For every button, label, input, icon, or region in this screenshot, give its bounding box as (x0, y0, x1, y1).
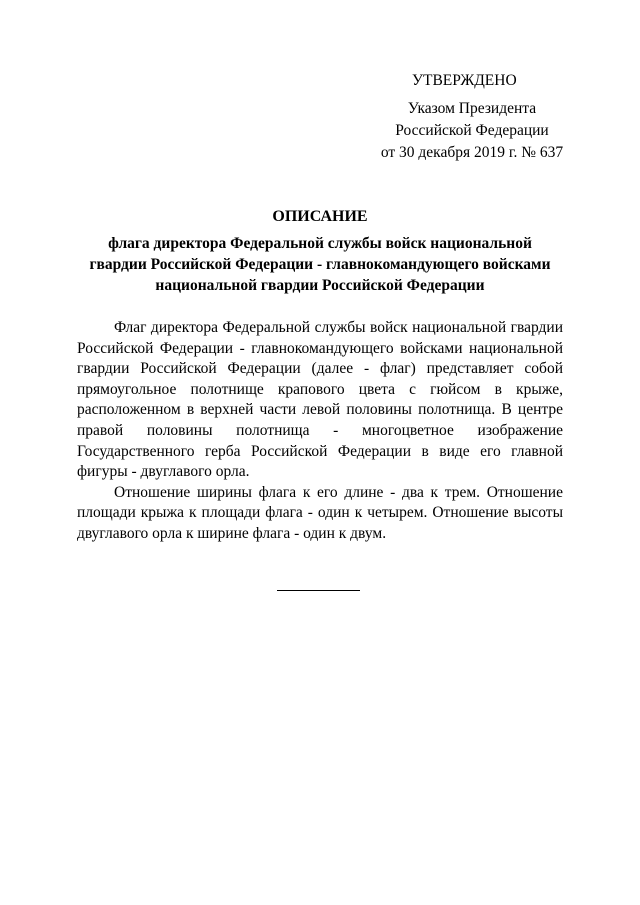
paragraph-1: Флаг директора Федеральной службы войск национальной гвардии Российской Федерации - главнокомандующего войсками национальной гвардии Российской Федерации (далее - флаг) представляет собой прямоугольное полотнище крапового цвета с гюйсом в крыже, расположенном в верхней части левой половины полотнища. В центре правой половины полотнища - многоцветное изображение Государственного герба Российской Федерации в виде его главной фигуры - двуглавого орла. (77, 319, 563, 481)
decree-line-1: Указом Президента (407, 100, 537, 117)
document-title: ОПИСАНИЕ (272, 208, 368, 225)
decree-line-2: Российской Федерации (395, 122, 549, 139)
approved-label: УТВЕРЖДЕНО (412, 72, 517, 89)
approval-stamp (360, 70, 580, 164)
decree-line-3: от 30 декабря 2019 г. № 637 (380, 144, 564, 161)
document-subtitle: флага директора Федеральной службы войск национальной гвардии Российской Федерации - главнокомандующего войсками национальной гвардии Российской Федерации (89, 235, 551, 294)
end-separator-line (277, 590, 360, 591)
document-body (77, 318, 563, 545)
paragraph-2: Отношение ширины флага к его длине - два к трем. Отношение площади крыжа к площади флага - один к четырем. Отношение высоты двуглавого орла к ширине флага - один к двум. (77, 483, 563, 542)
